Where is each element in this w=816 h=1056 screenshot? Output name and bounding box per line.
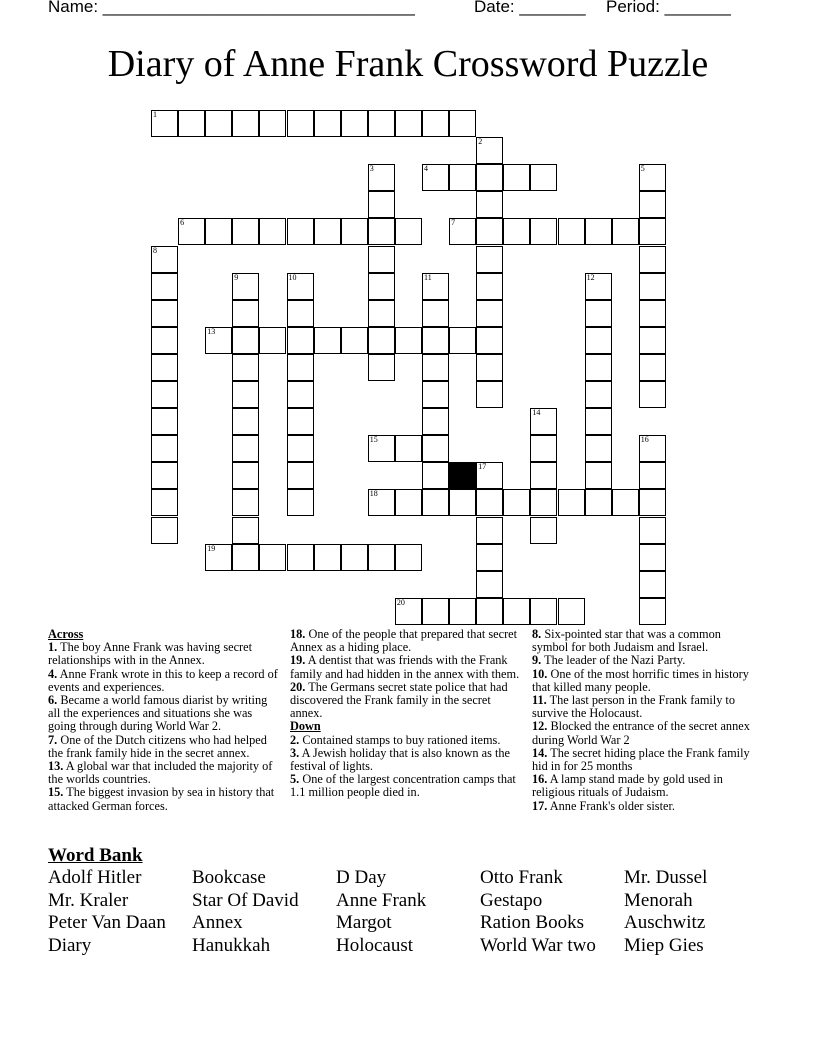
crossword-cell[interactable] (422, 327, 449, 354)
crossword-cell[interactable] (151, 435, 178, 462)
crossword-cell[interactable] (151, 408, 178, 435)
crossword-cell[interactable] (395, 544, 422, 571)
crossword-cell[interactable] (395, 218, 422, 245)
clue-across-6: 6. Became a world famous diarist by writing all the experiences and situations she was going through during World War 2. (48, 693, 268, 734)
crossword-cell[interactable] (530, 489, 557, 516)
crossword-cell[interactable] (151, 381, 178, 408)
crossword-cell[interactable] (232, 489, 259, 516)
crossword-cell[interactable] (368, 273, 395, 300)
crossword-cell[interactable] (639, 517, 666, 544)
crossword-cell[interactable] (151, 354, 178, 381)
clue-across-15: 15. The biggest invasion by sea in history that attacked German forces. (48, 785, 275, 813)
crossword-cell[interactable] (368, 327, 395, 354)
crossword-cell[interactable] (232, 462, 259, 489)
clue-number-label: 10 (288, 272, 297, 282)
clue-number-label: 20 (396, 597, 405, 607)
crossword-cell[interactable] (612, 489, 639, 516)
crossword-cell[interactable] (287, 354, 314, 381)
clue-number-label: 15 (369, 435, 378, 445)
crossword-cell[interactable] (639, 273, 666, 300)
crossword-cell[interactable] (585, 354, 612, 381)
crossword-cell[interactable] (530, 164, 557, 191)
word-bank-item: Mr. Dussel (624, 867, 708, 888)
crossword-cell[interactable] (287, 218, 314, 245)
crossword-cell[interactable] (530, 598, 557, 625)
crossword-cell[interactable] (639, 218, 666, 245)
word-bank-item: Diary (48, 935, 92, 956)
crossword-cell[interactable] (585, 327, 612, 354)
crossword-cell[interactable] (314, 110, 341, 137)
across-heading: Across (48, 627, 84, 641)
clue-down-2: 2. Contained stamps to buy rationed items. (290, 732, 501, 747)
page-title: Diary of Anne Frank Crossword Puzzle (107, 43, 709, 85)
word-bank-item: Miep Gies (624, 935, 704, 956)
clue-number-label: 18 (369, 489, 378, 499)
crossword-cell[interactable] (422, 408, 449, 435)
crossword-cell[interactable] (341, 544, 368, 571)
word-bank-item: Hanukkah (192, 935, 271, 956)
crossword-cell[interactable] (259, 327, 286, 354)
crossword-cell[interactable] (368, 300, 395, 327)
crossword-cell[interactable] (232, 110, 259, 137)
crossword-cell[interactable] (151, 489, 178, 516)
crossword-cell[interactable] (259, 544, 286, 571)
crossword-cell[interactable] (395, 489, 422, 516)
crossword-cell[interactable] (368, 191, 395, 218)
clue-across-1: 1. The boy Anne Frank was having secret relationships with in the Annex. (48, 640, 253, 668)
clues-column-3 (532, 628, 758, 813)
clue-down-11: 11. The last person in the Frank family to survive the Holocaust. (532, 693, 736, 721)
crossword-cell[interactable] (639, 489, 666, 516)
crossword-cell[interactable] (368, 110, 395, 137)
crossword-cell[interactable] (476, 327, 503, 354)
crossword-cell[interactable] (476, 598, 503, 625)
crossword-cell[interactable] (449, 489, 476, 516)
crossword-cell[interactable] (422, 354, 449, 381)
clue-number-label: 6 (180, 218, 185, 228)
crossword-cell[interactable] (151, 517, 178, 544)
clue-number-label: 16 (640, 435, 649, 445)
crossword-cell[interactable] (585, 218, 612, 245)
clue-number-label: 3 (369, 164, 374, 174)
crossword-cell[interactable] (530, 218, 557, 245)
down-heading: Down (290, 719, 321, 734)
crossword-cell[interactable] (422, 598, 449, 625)
crossword-cell[interactable] (287, 408, 314, 435)
crossword-cell[interactable] (530, 462, 557, 489)
crossword-cell[interactable] (476, 489, 503, 516)
crossword-cell[interactable] (232, 327, 259, 354)
crossword-cell[interactable] (287, 110, 314, 137)
clue-number-label: 11 (424, 272, 432, 282)
crossword-cell[interactable] (287, 300, 314, 327)
crossword-cell[interactable] (205, 110, 232, 137)
crossword-cell[interactable] (368, 218, 395, 245)
crossword-cell[interactable] (151, 300, 178, 327)
word-bank-item: D Day (336, 867, 387, 888)
crossword-cell[interactable] (639, 354, 666, 381)
crossword-cell[interactable] (449, 164, 476, 191)
clue-number-label: 12 (586, 272, 595, 282)
clues-column-2 (290, 628, 526, 800)
crossword-cell[interactable] (368, 544, 395, 571)
clues-column-1 (48, 628, 280, 813)
crossword-cell[interactable] (476, 571, 503, 598)
crossword-cell[interactable] (395, 110, 422, 137)
crossword-cell[interactable] (476, 191, 503, 218)
clue-number-label: 5 (640, 164, 645, 174)
crossword-cell[interactable] (585, 408, 612, 435)
crossword-cell[interactable] (232, 435, 259, 462)
crossword-cell[interactable] (639, 327, 666, 354)
crossword-cell[interactable] (476, 354, 503, 381)
crossword-cell[interactable] (585, 462, 612, 489)
crossword-cell[interactable] (503, 218, 530, 245)
crossword-cell[interactable] (422, 462, 449, 489)
crossword-cell[interactable] (287, 381, 314, 408)
crossword-cell[interactable] (341, 218, 368, 245)
crossword-cell[interactable] (639, 246, 666, 273)
crossword-cell[interactable] (585, 381, 612, 408)
clue-number-label: 4 (424, 164, 428, 174)
crossword-cell[interactable] (232, 408, 259, 435)
crossword-cell[interactable] (585, 300, 612, 327)
crossword-cell[interactable] (449, 598, 476, 625)
crossword-black-cell (449, 462, 476, 489)
crossword-cell[interactable] (368, 354, 395, 381)
crossword-cell[interactable] (287, 462, 314, 489)
clue-down-9: 9. The leader of the Nazi Party. (532, 653, 686, 668)
crossword-cell[interactable] (449, 110, 476, 137)
crossword-cell[interactable] (232, 381, 259, 408)
clue-number-label: 14 (532, 408, 541, 418)
word-bank-item: Star Of David (192, 890, 299, 911)
crossword-cell[interactable] (287, 435, 314, 462)
clue-across-13: 13. A global war that included the majority of the worlds countries. (48, 759, 273, 787)
clue-number-label: 7 (451, 218, 456, 228)
clue-down-17: 17. Anne Frank's older sister. (532, 798, 675, 813)
crossword-cell[interactable] (639, 191, 666, 218)
clue-across-19: 19. A dentist that was friends with the Frank family and had hidden in the annex with them. (290, 653, 520, 681)
crossword-cell[interactable] (639, 571, 666, 598)
crossword-cell[interactable] (476, 273, 503, 300)
crossword-cell[interactable] (259, 218, 286, 245)
word-bank-item: Annex (192, 912, 243, 933)
crossword-cell[interactable] (314, 544, 341, 571)
clue-down-5: 5. One of the largest concentration camps that 1.1 million people died in. (290, 772, 516, 800)
crossword-cell[interactable] (639, 462, 666, 489)
crossword-cell[interactable] (178, 110, 205, 137)
crossword-cell[interactable] (612, 218, 639, 245)
crossword-cell[interactable] (558, 489, 585, 516)
crossword-cell[interactable] (449, 327, 476, 354)
crossword-cell[interactable] (422, 300, 449, 327)
crossword-cell[interactable] (476, 381, 503, 408)
clue-down-10: 10. One of the most horrific times in history that killed many people. (532, 666, 749, 694)
word-bank-item: Ration Books (480, 912, 584, 933)
crossword-cell[interactable] (585, 435, 612, 462)
crossword-cell[interactable] (422, 489, 449, 516)
word-bank-title: Word Bank (48, 845, 143, 866)
crossword-cell[interactable] (232, 218, 259, 245)
crossword-cell[interactable] (151, 327, 178, 354)
crossword-cell[interactable] (422, 110, 449, 137)
word-bank-item: Gestapo (480, 890, 543, 911)
crossword-cell[interactable] (232, 300, 259, 327)
crossword-cell[interactable] (476, 517, 503, 544)
clue-across-18: 18. One of the people that prepared that secret Annex as a hiding place. (290, 627, 518, 655)
crossword-cell[interactable] (259, 110, 286, 137)
word-bank-item: Anne Frank (336, 890, 427, 911)
clue-across-20: 20. The Germans secret state police that had discovered the Frank family in the secret annex. (290, 679, 508, 721)
crossword-cell[interactable] (503, 489, 530, 516)
clue-down-12: 12. Blocked the entrance of the secret annex during World War 2 (532, 719, 750, 747)
crossword-cell[interactable] (314, 327, 341, 354)
clue-number-label: 9 (234, 272, 239, 282)
period-field[interactable]: Period: _______ (606, 0, 731, 16)
crossword-cell[interactable] (639, 598, 666, 625)
name-field[interactable]: Name: _________________________________ (48, 0, 415, 16)
word-bank-item: Peter Van Daan (48, 912, 166, 933)
crossword-cell[interactable] (287, 489, 314, 516)
crossword-cell[interactable] (341, 110, 368, 137)
crossword-cell[interactable] (476, 246, 503, 273)
crossword-cell[interactable] (476, 218, 503, 245)
word-bank-item: Mr. Kraler (48, 890, 129, 911)
word-bank-item: Bookcase (192, 867, 266, 888)
date-field[interactable]: Date: _______ (474, 0, 586, 16)
clue-number-label: 19 (207, 543, 216, 553)
crossword-cell[interactable] (395, 327, 422, 354)
crossword-cell[interactable] (476, 300, 503, 327)
crossword-cell[interactable] (476, 544, 503, 571)
clue-number-label: 8 (153, 245, 157, 255)
clue-number-label: 2 (478, 137, 483, 147)
word-bank-item: Menorah (624, 890, 693, 911)
crossword-cell[interactable] (503, 164, 530, 191)
crossword-cell[interactable] (368, 246, 395, 273)
crossword-cell[interactable] (232, 544, 259, 571)
crossword-cell[interactable] (558, 598, 585, 625)
crossword-cell[interactable] (639, 300, 666, 327)
crossword-cell[interactable] (232, 354, 259, 381)
clue-number-label: 13 (207, 326, 216, 336)
clue-down-16: 16. A lamp stand made by gold used in religious rituals of Judaism. (532, 772, 723, 800)
crossword-cell[interactable] (232, 517, 259, 544)
word-bank-item: Margot (336, 912, 392, 933)
crossword-cell[interactable] (530, 517, 557, 544)
word-bank-item: World War two (480, 935, 596, 956)
crossword-cell[interactable] (585, 489, 612, 516)
crossword-cell[interactable] (530, 435, 557, 462)
word-bank-item: Otto Frank (480, 867, 563, 888)
clue-number-label: 1 (153, 110, 157, 119)
clue-down-8: 8. Six-pointed star that was a common symbol for both Judaism and Israel. (532, 627, 721, 655)
clue-number-label: 17 (478, 462, 487, 472)
crossword-cell[interactable] (558, 218, 585, 245)
word-bank-item: Auschwitz (624, 912, 706, 933)
crossword-cell[interactable] (287, 544, 314, 571)
crossword-cell[interactable] (476, 164, 503, 191)
word-bank-item: Adolf Hitler (48, 867, 142, 888)
clue-across-7: 7. One of the Dutch citizens who had helped the frank family hide in the secret annex. (48, 732, 267, 760)
clue-down-14: 14. The secret hiding place the Frank family hid in for 25 months (532, 745, 750, 774)
crossword-cell[interactable] (639, 381, 666, 408)
crossword-cell[interactable] (422, 381, 449, 408)
crossword-cell[interactable] (395, 435, 422, 462)
crossword-cell[interactable] (341, 327, 368, 354)
word-bank-item: Holocaust (336, 935, 414, 956)
clue-down-3: 3. A Jewish holiday that is also known as the festival of lights. (290, 745, 510, 774)
crossword-cell[interactable] (151, 273, 178, 300)
clue-across-4: 4. Anne Frank wrote in this to keep a record of events and experiences. (48, 666, 278, 694)
crossword-cell[interactable] (205, 218, 232, 245)
crossword-cell[interactable] (287, 327, 314, 354)
crossword-cell[interactable] (503, 598, 530, 625)
crossword-cell[interactable] (422, 435, 449, 462)
crossword-cell[interactable] (314, 218, 341, 245)
crossword-cell[interactable] (639, 544, 666, 571)
crossword-cell[interactable] (151, 462, 178, 489)
